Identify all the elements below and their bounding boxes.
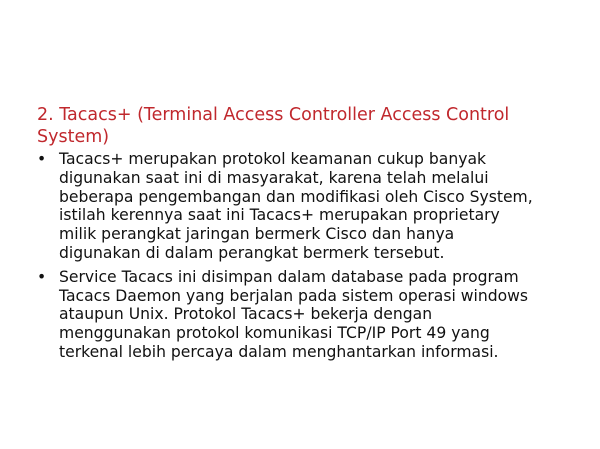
bullet-line: istilah kerennya saat ini Tacacs+ merupakan proprietary [59,206,500,225]
bullet-text [59,268,582,362]
bullet-line: Service Tacacs ini disimpan dalam database pada program [59,267,519,286]
bullet-line: Tacacs+ merupakan protokol keamanan cukup banyak [59,150,487,168]
slide-heading-line-1: 2. Tacacs+ (Terminal Access Controller Access Control [37,105,510,125]
bullet-line: ataupun Unix. Protokol Tacacs+ bekerja dengan [59,305,433,324]
bullet-line: digunakan saat ini di masyarakat, karena telah melalui [59,168,489,187]
slide-heading [37,104,577,148]
bullet-icon: • [37,150,47,168]
bullet-line: digunakan di dalam perangkat bermerk tersebut. [59,243,445,262]
bullet-line: beberapa pengembangan dan modifikasi oleh Cisco System, [59,187,533,206]
bullet-item-tacacs-plus [37,150,582,263]
bullet-item-service-tacacs [37,268,582,362]
bullet-line: Tacacs Daemon yang berjalan pada sistem operasi windows [59,286,529,305]
bullet-line: milik perangkat jaringan bermerk Cisco dan hanya [59,225,455,244]
slide-heading-line-2: System) [37,127,110,147]
bullet-list [37,150,582,367]
bullet-icon: • [37,267,47,286]
bullet-text [59,150,582,263]
bullet-line: terkenal lebih percaya dalam menghantarkan informasi. [59,342,499,361]
bullet-line: menggunakan protokol komunikasi TCP/IP Port 49 yang [59,324,490,343]
